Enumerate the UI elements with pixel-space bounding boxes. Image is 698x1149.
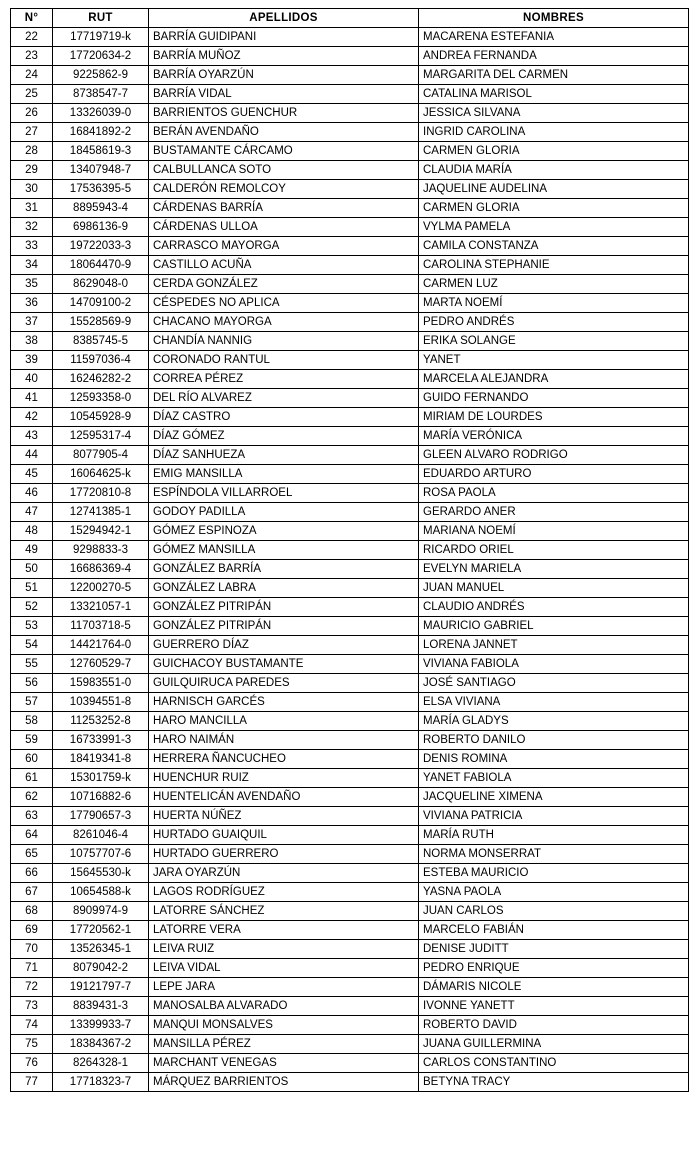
- table-row: [11, 1035, 689, 1054]
- cell-rut: 8839431-3: [53, 997, 149, 1016]
- cell-rut: 18064470-9: [53, 256, 149, 275]
- cell-rut: 9298833-3: [53, 541, 149, 560]
- cell-nombres: MARIANA NOEMÍ: [419, 522, 689, 541]
- cell-rut: 17536395-5: [53, 180, 149, 199]
- cell-rut: 16064625-k: [53, 465, 149, 484]
- cell-nombres: EVELYN MARIELA: [419, 560, 689, 579]
- cell-rut: 11597036-4: [53, 351, 149, 370]
- cell-numero: 43: [11, 427, 53, 446]
- cell-numero: 44: [11, 446, 53, 465]
- table-row: [11, 883, 689, 902]
- cell-nombres: INGRID CAROLINA: [419, 123, 689, 142]
- cell-rut: 12200270-5: [53, 579, 149, 598]
- cell-nombres: MACARENA ESTEFANIA: [419, 28, 689, 47]
- cell-nombres: BETYNA TRACY: [419, 1073, 689, 1092]
- cell-nombres: CLAUDIO ANDRÉS: [419, 598, 689, 617]
- table-row: [11, 484, 689, 503]
- table-row: [11, 503, 689, 522]
- cell-nombres: MAURICIO GABRIEL: [419, 617, 689, 636]
- cell-nombres: IVONNE YANETT: [419, 997, 689, 1016]
- cell-apellidos: HUENCHUR RUIZ: [149, 769, 419, 788]
- cell-rut: 16686369-4: [53, 560, 149, 579]
- cell-nombres: EDUARDO ARTURO: [419, 465, 689, 484]
- cell-numero: 68: [11, 902, 53, 921]
- cell-apellidos: CARRASCO MAYORGA: [149, 237, 419, 256]
- cell-apellidos: BARRÍA GUIDIPANI: [149, 28, 419, 47]
- cell-rut: 17718323-7: [53, 1073, 149, 1092]
- cell-numero: 35: [11, 275, 53, 294]
- cell-rut: 13321057-1: [53, 598, 149, 617]
- cell-rut: 13399933-7: [53, 1016, 149, 1035]
- table-row: [11, 28, 689, 47]
- table-row: [11, 940, 689, 959]
- cell-nombres: MARGARITA DEL CARMEN: [419, 66, 689, 85]
- cell-numero: 74: [11, 1016, 53, 1035]
- table-row: [11, 731, 689, 750]
- cell-nombres: VIVIANA FABIOLA: [419, 655, 689, 674]
- table-row: [11, 541, 689, 560]
- cell-apellidos: GUERRERO DÍAZ: [149, 636, 419, 655]
- table-row: [11, 560, 689, 579]
- cell-numero: 38: [11, 332, 53, 351]
- cell-nombres: ROSA PAOLA: [419, 484, 689, 503]
- cell-nombres: ANDREA FERNANDA: [419, 47, 689, 66]
- cell-rut: 12760529-7: [53, 655, 149, 674]
- cell-apellidos: CASTILLO ACUÑA: [149, 256, 419, 275]
- table-row: [11, 1016, 689, 1035]
- table-row: [11, 47, 689, 66]
- cell-numero: 47: [11, 503, 53, 522]
- cell-apellidos: BUSTAMANTE CÁRCAMO: [149, 142, 419, 161]
- cell-rut: 17720562-1: [53, 921, 149, 940]
- table-row: [11, 180, 689, 199]
- cell-nombres: VIVIANA PATRICIA: [419, 807, 689, 826]
- cell-rut: 15645530-k: [53, 864, 149, 883]
- cell-rut: 14709100-2: [53, 294, 149, 313]
- table-row: [11, 845, 689, 864]
- table-row: [11, 446, 689, 465]
- cell-nombres: MARÍA VERÓNICA: [419, 427, 689, 446]
- column-header-numero: N°: [11, 9, 53, 28]
- cell-rut: 11253252-8: [53, 712, 149, 731]
- cell-nombres: ESTEBA MAURICIO: [419, 864, 689, 883]
- cell-rut: 15528569-9: [53, 313, 149, 332]
- cell-numero: 33: [11, 237, 53, 256]
- cell-nombres: MIRIAM DE LOURDES: [419, 408, 689, 427]
- cell-rut: 8261046-4: [53, 826, 149, 845]
- cell-apellidos: ESPÍNDOLA VILLARROEL: [149, 484, 419, 503]
- cell-nombres: CARMEN LUZ: [419, 275, 689, 294]
- cell-apellidos: CHANDÍA NANNIG: [149, 332, 419, 351]
- cell-rut: 10716882-6: [53, 788, 149, 807]
- cell-numero: 71: [11, 959, 53, 978]
- cell-numero: 69: [11, 921, 53, 940]
- cell-numero: 40: [11, 370, 53, 389]
- cell-numero: 67: [11, 883, 53, 902]
- cell-rut: 6986136-9: [53, 218, 149, 237]
- cell-apellidos: LEIVA VIDAL: [149, 959, 419, 978]
- cell-nombres: NORMA MONSERRAT: [419, 845, 689, 864]
- cell-apellidos: LEPE JARA: [149, 978, 419, 997]
- cell-numero: 76: [11, 1054, 53, 1073]
- cell-rut: 17790657-3: [53, 807, 149, 826]
- cell-nombres: YASNA PAOLA: [419, 883, 689, 902]
- cell-nombres: GLEEN ALVARO RODRIGO: [419, 446, 689, 465]
- cell-rut: 18419341-8: [53, 750, 149, 769]
- cell-numero: 54: [11, 636, 53, 655]
- cell-numero: 34: [11, 256, 53, 275]
- cell-rut: 8909974-9: [53, 902, 149, 921]
- cell-numero: 61: [11, 769, 53, 788]
- cell-nombres: JACQUELINE XIMENA: [419, 788, 689, 807]
- cell-numero: 41: [11, 389, 53, 408]
- cell-rut: 8629048-0: [53, 275, 149, 294]
- table-row: [11, 142, 689, 161]
- table-row: [11, 598, 689, 617]
- cell-nombres: JOSÉ SANTIAGO: [419, 674, 689, 693]
- cell-rut: 12595317-4: [53, 427, 149, 446]
- cell-apellidos: LATORRE SÁNCHEZ: [149, 902, 419, 921]
- table-row: [11, 826, 689, 845]
- cell-numero: 22: [11, 28, 53, 47]
- cell-numero: 23: [11, 47, 53, 66]
- cell-numero: 25: [11, 85, 53, 104]
- table-row: [11, 218, 689, 237]
- cell-apellidos: MANSILLA PÉREZ: [149, 1035, 419, 1054]
- cell-apellidos: GONZÁLEZ BARRÍA: [149, 560, 419, 579]
- cell-numero: 64: [11, 826, 53, 845]
- table-row: [11, 389, 689, 408]
- cell-nombres: PEDRO ENRIQUE: [419, 959, 689, 978]
- cell-apellidos: GONZÁLEZ PITRIPÁN: [149, 617, 419, 636]
- cell-nombres: LORENA JANNET: [419, 636, 689, 655]
- table-row: [11, 522, 689, 541]
- cell-nombres: GERARDO ANER: [419, 503, 689, 522]
- cell-apellidos: CÁRDENAS ULLOA: [149, 218, 419, 237]
- cell-rut: 10394551-8: [53, 693, 149, 712]
- cell-nombres: YANET: [419, 351, 689, 370]
- cell-numero: 27: [11, 123, 53, 142]
- cell-numero: 37: [11, 313, 53, 332]
- cell-numero: 26: [11, 104, 53, 123]
- cell-rut: 10545928-9: [53, 408, 149, 427]
- cell-numero: 29: [11, 161, 53, 180]
- table-row: [11, 104, 689, 123]
- table-row: [11, 655, 689, 674]
- cell-apellidos: GUILQUIRUCA PAREDES: [149, 674, 419, 693]
- cell-rut: 10757707-6: [53, 845, 149, 864]
- cell-rut: 17720810-8: [53, 484, 149, 503]
- cell-apellidos: HURTADO GUERRERO: [149, 845, 419, 864]
- cell-nombres: JAQUELINE AUDELINA: [419, 180, 689, 199]
- cell-apellidos: MARCHANT VENEGAS: [149, 1054, 419, 1073]
- cell-rut: 15294942-1: [53, 522, 149, 541]
- table-header-row: [11, 9, 689, 28]
- cell-numero: 32: [11, 218, 53, 237]
- cell-rut: 15301759-k: [53, 769, 149, 788]
- table-row: [11, 313, 689, 332]
- cell-apellidos: DÍAZ SANHUEZA: [149, 446, 419, 465]
- cell-nombres: ERIKA SOLANGE: [419, 332, 689, 351]
- cell-numero: 63: [11, 807, 53, 826]
- table-row: [11, 674, 689, 693]
- column-header-apellidos: APELLIDOS: [149, 9, 419, 28]
- table-row: [11, 902, 689, 921]
- cell-numero: 66: [11, 864, 53, 883]
- cell-apellidos: BARRÍA OYARZÚN: [149, 66, 419, 85]
- cell-numero: 55: [11, 655, 53, 674]
- cell-rut: 8738547-7: [53, 85, 149, 104]
- cell-numero: 65: [11, 845, 53, 864]
- table-row: [11, 332, 689, 351]
- cell-apellidos: MÁRQUEZ BARRIENTOS: [149, 1073, 419, 1092]
- cell-apellidos: GONZÁLEZ PITRIPÁN: [149, 598, 419, 617]
- cell-nombres: MARTA NOEMÍ: [419, 294, 689, 313]
- cell-nombres: JUAN MANUEL: [419, 579, 689, 598]
- cell-nombres: CATALINA MARISOL: [419, 85, 689, 104]
- table-row: [11, 408, 689, 427]
- table-row: [11, 465, 689, 484]
- cell-nombres: DÁMARIS NICOLE: [419, 978, 689, 997]
- cell-nombres: CAROLINA STEPHANIE: [419, 256, 689, 275]
- cell-apellidos: JARA OYARZÚN: [149, 864, 419, 883]
- cell-numero: 72: [11, 978, 53, 997]
- table-row: [11, 864, 689, 883]
- table-row: [11, 959, 689, 978]
- cell-nombres: CARMEN GLORIA: [419, 199, 689, 218]
- table-row: [11, 66, 689, 85]
- cell-apellidos: GONZÁLEZ LABRA: [149, 579, 419, 598]
- cell-apellidos: HARO NAIMÁN: [149, 731, 419, 750]
- cell-apellidos: HURTADO GUAIQUIL: [149, 826, 419, 845]
- cell-numero: 46: [11, 484, 53, 503]
- cell-apellidos: CORONADO RANTUL: [149, 351, 419, 370]
- cell-rut: 8264328-1: [53, 1054, 149, 1073]
- cell-nombres: PEDRO ANDRÉS: [419, 313, 689, 332]
- cell-rut: 11703718-5: [53, 617, 149, 636]
- cell-nombres: DENISE JUDITT: [419, 940, 689, 959]
- cell-apellidos: LAGOS RODRÍGUEZ: [149, 883, 419, 902]
- cell-apellidos: CERDA GONZÁLEZ: [149, 275, 419, 294]
- cell-numero: 39: [11, 351, 53, 370]
- cell-rut: 13326039-0: [53, 104, 149, 123]
- cell-rut: 19121797-7: [53, 978, 149, 997]
- table-row: [11, 807, 689, 826]
- cell-numero: 59: [11, 731, 53, 750]
- table-row: [11, 579, 689, 598]
- cell-apellidos: BARRÍA MUÑOZ: [149, 47, 419, 66]
- cell-numero: 30: [11, 180, 53, 199]
- table-row: [11, 693, 689, 712]
- cell-apellidos: MANOSALBA ALVARADO: [149, 997, 419, 1016]
- cell-nombres: MARÍA GLADYS: [419, 712, 689, 731]
- table-row: [11, 712, 689, 731]
- table-header: [11, 9, 689, 28]
- table-row: [11, 997, 689, 1016]
- cell-rut: 13526345-1: [53, 940, 149, 959]
- cell-numero: 51: [11, 579, 53, 598]
- cell-rut: 16246282-2: [53, 370, 149, 389]
- cell-rut: 17720634-2: [53, 47, 149, 66]
- cell-numero: 48: [11, 522, 53, 541]
- cell-numero: 56: [11, 674, 53, 693]
- table-row: [11, 256, 689, 275]
- cell-nombres: CARLOS CONSTANTINO: [419, 1054, 689, 1073]
- column-header-nombres: NOMBRES: [419, 9, 689, 28]
- cell-numero: 28: [11, 142, 53, 161]
- cell-numero: 77: [11, 1073, 53, 1092]
- cell-rut: 19722033-3: [53, 237, 149, 256]
- cell-nombres: YANET FABIOLA: [419, 769, 689, 788]
- cell-nombres: CAMILA CONSTANZA: [419, 237, 689, 256]
- cell-rut: 15983551-0: [53, 674, 149, 693]
- table-row: [11, 769, 689, 788]
- cell-rut: 16733991-3: [53, 731, 149, 750]
- table-row: [11, 788, 689, 807]
- table-row: [11, 427, 689, 446]
- cell-rut: 18458619-3: [53, 142, 149, 161]
- cell-nombres: CARMEN GLORIA: [419, 142, 689, 161]
- cell-apellidos: GODOY PADILLA: [149, 503, 419, 522]
- cell-apellidos: HARO MANCILLA: [149, 712, 419, 731]
- cell-rut: 12741385-1: [53, 503, 149, 522]
- table-row: [11, 161, 689, 180]
- cell-apellidos: MANQUI MONSALVES: [149, 1016, 419, 1035]
- cell-rut: 13407948-7: [53, 161, 149, 180]
- column-header-rut: RUT: [53, 9, 149, 28]
- cell-rut: 18384367-2: [53, 1035, 149, 1054]
- cell-numero: 50: [11, 560, 53, 579]
- cell-apellidos: GUICHACOY BUSTAMANTE: [149, 655, 419, 674]
- cell-rut: 8077905-4: [53, 446, 149, 465]
- cell-apellidos: HERRERA ÑANCUCHEO: [149, 750, 419, 769]
- cell-apellidos: LATORRE VERA: [149, 921, 419, 940]
- cell-nombres: ROBERTO DAVID: [419, 1016, 689, 1035]
- cell-nombres: DENIS ROMINA: [419, 750, 689, 769]
- cell-numero: 62: [11, 788, 53, 807]
- cell-numero: 36: [11, 294, 53, 313]
- cell-numero: 60: [11, 750, 53, 769]
- cell-nombres: JUAN CARLOS: [419, 902, 689, 921]
- table-row: [11, 636, 689, 655]
- table-row: [11, 750, 689, 769]
- cell-apellidos: GÓMEZ ESPINOZA: [149, 522, 419, 541]
- cell-numero: 42: [11, 408, 53, 427]
- table-row: [11, 351, 689, 370]
- cell-nombres: MARCELA ALEJANDRA: [419, 370, 689, 389]
- cell-nombres: VYLMA PAMELA: [419, 218, 689, 237]
- cell-nombres: JESSICA SILVANA: [419, 104, 689, 123]
- cell-numero: 52: [11, 598, 53, 617]
- cell-rut: 10654588-k: [53, 883, 149, 902]
- table-row: [11, 85, 689, 104]
- cell-apellidos: EMIG MANSILLA: [149, 465, 419, 484]
- table-body: [11, 28, 689, 1092]
- table-row: [11, 199, 689, 218]
- cell-numero: 31: [11, 199, 53, 218]
- cell-numero: 49: [11, 541, 53, 560]
- cell-apellidos: BARRIENTOS GUENCHUR: [149, 104, 419, 123]
- cell-apellidos: BARRÍA VIDAL: [149, 85, 419, 104]
- cell-numero: 45: [11, 465, 53, 484]
- cell-nombres: ROBERTO DANILO: [419, 731, 689, 750]
- cell-rut: 12593358-0: [53, 389, 149, 408]
- cell-apellidos: HUENTELICÁN AVENDAÑO: [149, 788, 419, 807]
- table-row: [11, 237, 689, 256]
- cell-nombres: GUIDO FERNANDO: [419, 389, 689, 408]
- cell-rut: 8895943-4: [53, 199, 149, 218]
- cell-apellidos: CALBULLANCA SOTO: [149, 161, 419, 180]
- cell-nombres: ELSA VIVIANA: [419, 693, 689, 712]
- cell-apellidos: HUERTA NÚÑEZ: [149, 807, 419, 826]
- cell-numero: 24: [11, 66, 53, 85]
- cell-nombres: RICARDO ORIEL: [419, 541, 689, 560]
- cell-apellidos: CORREA PÉREZ: [149, 370, 419, 389]
- cell-rut: 16841892-2: [53, 123, 149, 142]
- cell-rut: 8079042-2: [53, 959, 149, 978]
- cell-numero: 73: [11, 997, 53, 1016]
- table-row: [11, 921, 689, 940]
- table-row: [11, 1073, 689, 1092]
- table-row: [11, 275, 689, 294]
- cell-numero: 70: [11, 940, 53, 959]
- cell-rut: 9225862-9: [53, 66, 149, 85]
- cell-numero: 53: [11, 617, 53, 636]
- cell-nombres: JUANA GUILLERMINA: [419, 1035, 689, 1054]
- cell-apellidos: DÍAZ CASTRO: [149, 408, 419, 427]
- table-row: [11, 370, 689, 389]
- cell-apellidos: CÁRDENAS BARRÍA: [149, 199, 419, 218]
- cell-rut: 14421764-0: [53, 636, 149, 655]
- cell-nombres: CLAUDIA MARÍA: [419, 161, 689, 180]
- cell-apellidos: CHACANO MAYORGA: [149, 313, 419, 332]
- roster-table: [10, 8, 689, 1092]
- cell-rut: 8385745-5: [53, 332, 149, 351]
- cell-rut: 17719719-k: [53, 28, 149, 47]
- cell-apellidos: CÉSPEDES NO APLICA: [149, 294, 419, 313]
- cell-apellidos: BERÁN AVENDAÑO: [149, 123, 419, 142]
- cell-numero: 57: [11, 693, 53, 712]
- cell-apellidos: LEIVA RUIZ: [149, 940, 419, 959]
- table-row: [11, 294, 689, 313]
- cell-apellidos: GÓMEZ MANSILLA: [149, 541, 419, 560]
- cell-numero: 75: [11, 1035, 53, 1054]
- table-row: [11, 1054, 689, 1073]
- cell-nombres: MARCELO FABIÁN: [419, 921, 689, 940]
- table-row: [11, 123, 689, 142]
- cell-apellidos: DÍAZ GÓMEZ: [149, 427, 419, 446]
- cell-apellidos: DEL RÍO ALVAREZ: [149, 389, 419, 408]
- cell-numero: 58: [11, 712, 53, 731]
- table-row: [11, 617, 689, 636]
- cell-apellidos: CALDERÓN REMOLCOY: [149, 180, 419, 199]
- table-row: [11, 978, 689, 997]
- cell-apellidos: HARNISCH GARCÉS: [149, 693, 419, 712]
- cell-nombres: MARÍA RUTH: [419, 826, 689, 845]
